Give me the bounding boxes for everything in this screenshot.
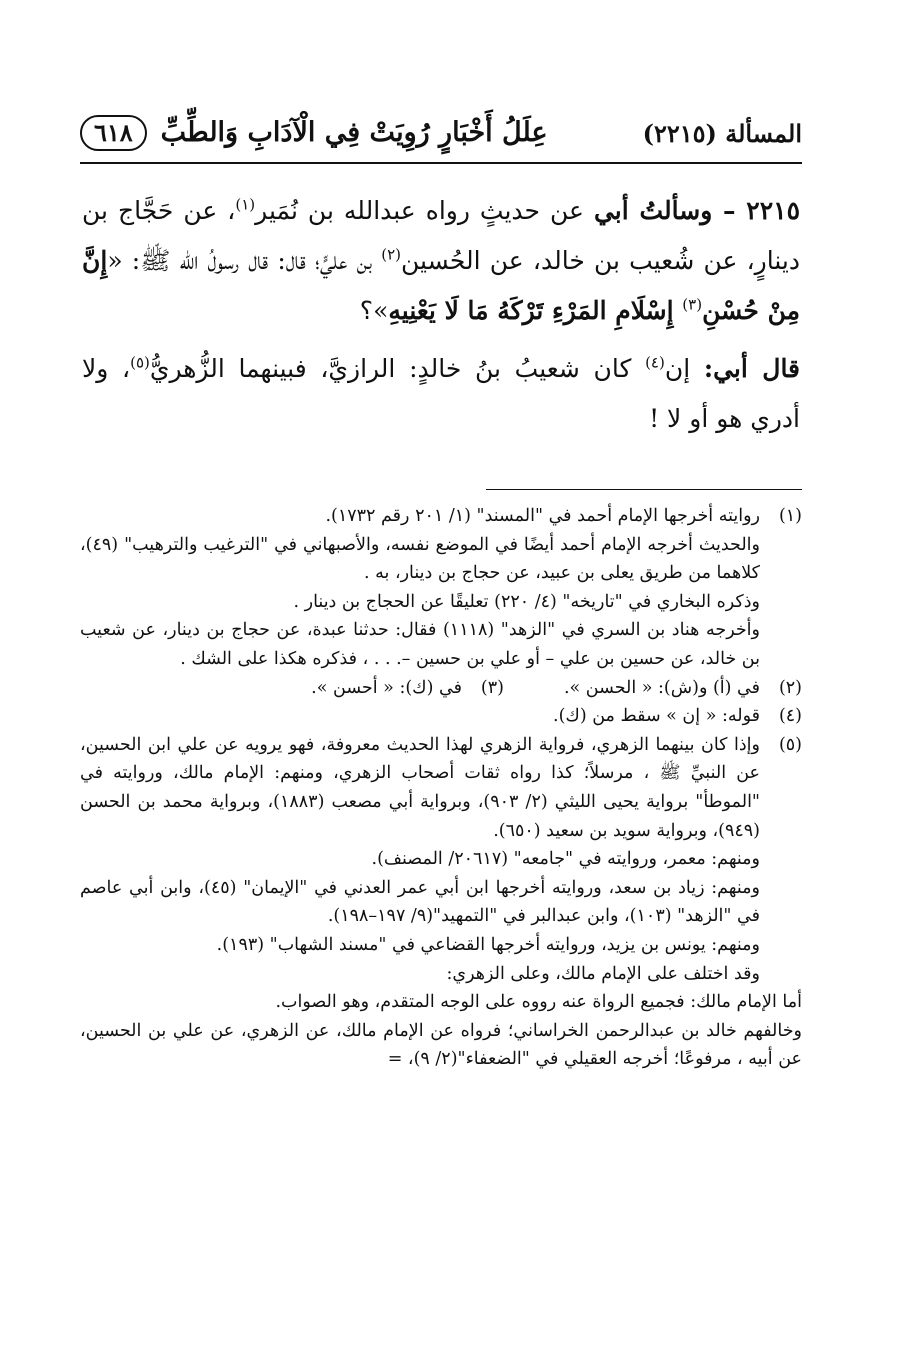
footnote-5 — [80, 731, 802, 845]
footnote-mark: (١) — [778, 506, 802, 526]
footnote-ref-3: (٣) — [682, 295, 703, 314]
footnotes-2-3 — [80, 674, 802, 703]
page-number: ٦١٨ — [80, 115, 147, 151]
hadith-text-a: إِنَّ مِنْ حُسْنِ — [82, 246, 800, 325]
footnote-text: روايته أخرجها الإمام أحمد في "المسند" (١/ ٢٠١ رقم ١٧٣٢). — [325, 506, 760, 526]
hadith-text-b: إِسْلَامِ المَرْءِ تَرْكَهُ مَا لَا يَعْنِيهِ — [388, 296, 683, 325]
answer-paragraph — [82, 344, 800, 444]
answer-opening: قال أبي: — [703, 354, 801, 383]
footnote-ref-2: (٢) — [381, 245, 402, 264]
footnote-text: في (أ) و(ش): « الحسن ». — [563, 677, 760, 698]
header-left-group — [80, 115, 548, 151]
footnotes — [80, 502, 802, 1074]
footnote-text: قوله: « إن » سقط من (ك). — [553, 706, 760, 727]
footnote-3 — [311, 674, 504, 703]
question-text-a: عن حديثٍ رواه عبدالله بن نُمَير — [255, 196, 594, 225]
footnote-mark: (٤) — [778, 706, 802, 727]
question-text-b: ، عن حَجَّاج بن دينارٍ، عن شُعيب بن خالد، عن الحُسين — [82, 196, 800, 275]
footnote-5-cont-3: ومنهم: يونس بن يزيد، وروايته أخرجها القضاعي في "مسند الشهاب" (١٩٣). — [216, 934, 760, 955]
footnote-5-cont-2: ومنهم: زياد بن سعد، وروايته أخرجها ابن أبي عمر العدني في "الإيمان" (٤٥)، وابن أبي عاصم في "الزهد" (١٠٣)، وابن عبدالبر في "التمهيد"(٩/ ١٩٧–١٩٨). — [80, 877, 760, 927]
footnote-1 — [80, 502, 802, 531]
footnote-1-cont-2: وذكره البخاري في "تاريخه" (٤/ ٢٢٠) تعليقًا عن الحجاج بن دينار . — [293, 591, 760, 612]
footnote-mark: (٢) — [778, 677, 802, 698]
footnote-separator — [486, 489, 802, 490]
question-text-d: »؟ — [359, 296, 389, 325]
header-rule — [80, 162, 802, 164]
footnote-5-cont-1: ومنهم: معمر، وروايته في "جامعه" (٢٠٦١٧/ المصنف). — [371, 849, 760, 870]
footnote-5-cont-5: أما الإمام مالك: فجميع الرواة عنه رووه على الوجه المتقدم، وهو الصواب. — [275, 992, 802, 1013]
book-title: عِلَلُ أَخْبَارٍ رُوِيَتْ فِي الْآدَابِ وَالطِّبِّ — [160, 117, 548, 148]
footnote-5-cont-4: وقد اختلف على الإمام مالك، وعلى الزهري: — [446, 963, 760, 984]
issue-number-title: المسألة (٢٢١٥) — [642, 118, 802, 148]
footnote-text: وإذا كان بينهما الزهري، فرواية الزهري لهذا الحديث معروفة، فهو يرويه عن علي ابن الحسين، عن النبيِّ ﷺ ، مرسلاً؛ كذا رواه ثقات أصحاب الزهري، ومنهم: الإمام مالك، وروايته في "الموطأ" برواية يحيى الليثي (٢/ ٩٠٣)، وبرواية أبي مصعب (١٨٨٣)، وبرواية محمد بن الحسن (٩٤٩)، وبرواية سويد بن سعيد (٦٥٠). — [80, 734, 760, 841]
footnote-ref-4: (٤) — [645, 353, 665, 372]
answer-text-a: إن — [664, 354, 704, 383]
footnote-ref-1: (١) — [235, 195, 256, 214]
question-paragraph — [82, 186, 800, 336]
issue-opening: ٢٢١٥ – وسألتُ أبي — [593, 196, 801, 225]
footnote-mark: (٥) — [778, 734, 802, 755]
footnote-5-cont-6: وخالفهم خالد بن عبدالرحمن الخراساني؛ فرواه عن الإمام مالك، عن الزهري، عن علي بن الحسين، عن أبيه ، مرفوعًا؛ أخرجه العقيلي في "الضعفاء"(٢/ ٩)، = — [80, 1020, 802, 1070]
footnote-4 — [80, 702, 802, 731]
footnote-1-cont-1: والحديث أخرجه الإمام أحمد أيضًا في الموضع نفسه، والأصبهاني في "الترغيب والترهيب" (٤٩)، كلاهما من طريق يعلى بن عبيد، عن حجاج بن دينار، به . — [80, 534, 760, 584]
answer-text-c: ، ولا أدري هو أو لا ! — [82, 354, 800, 433]
footnote-1-cont-3: وأخرجه هناد بن السري في "الزهد" (١١١٨) فقال: حدثنا عبدة، عن حجاج بن دينار، عن شعيب بن خالد، عن حسين بن علي – أو علي بن حسين –. . . ، فذكره هكذا على الشك . — [80, 620, 760, 669]
footnote-mark: (٣) — [480, 677, 504, 698]
answer-text-b: كان شعيبُ بنُ خالدٍ: الرازيَّ، فبينهما الزُّهريُّ — [149, 354, 646, 383]
question-text-c: بن عليٍّ؛ قال: قال رسولُ الله ﷺ: « — [107, 246, 382, 275]
page-header — [80, 112, 802, 154]
footnote-text: في (ك): « أحسن ». — [311, 677, 462, 698]
main-text — [82, 186, 800, 444]
footnote-2 — [564, 674, 802, 703]
footnote-ref-5: (٥) — [130, 353, 150, 372]
